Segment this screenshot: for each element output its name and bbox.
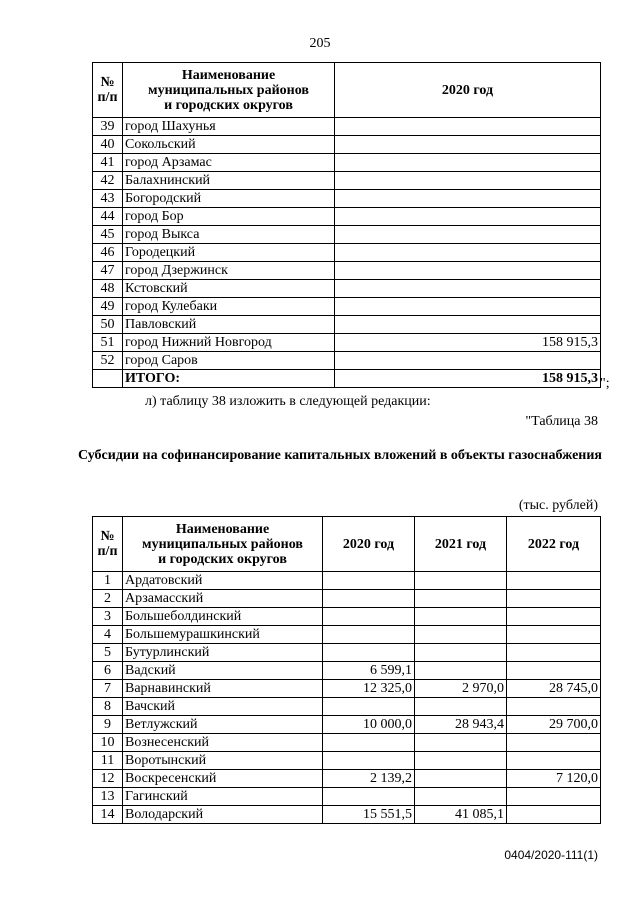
row-number: 14	[93, 806, 123, 824]
value-2020: 6 599,1	[323, 662, 415, 680]
value-2021: 41 085,1	[415, 806, 507, 824]
table-row	[93, 590, 601, 608]
value-2020	[335, 136, 601, 154]
municipality-name: Бутурлинский	[123, 644, 323, 662]
header-municipality: Наименование муниципальных районов и городских округов	[123, 63, 335, 118]
value-2021	[415, 788, 507, 806]
value-2020	[335, 154, 601, 172]
page-number: 205	[309, 36, 331, 51]
row-number: 48	[93, 280, 123, 298]
municipality-name: город Выкса	[123, 226, 335, 244]
units-label: (тыс. рублей)	[518, 498, 598, 513]
header-2021: 2021 год	[415, 517, 507, 572]
value-2020	[335, 316, 601, 334]
table-body	[93, 572, 601, 824]
municipality-name: город Кулебаки	[123, 298, 335, 316]
header-2022: 2022 год	[507, 517, 601, 572]
value-2020	[335, 262, 601, 280]
document-code: 0404/2020-111(1)	[504, 848, 598, 862]
municipality-name: город Бор	[123, 208, 335, 226]
value-2021	[415, 662, 507, 680]
row-number: 9	[93, 716, 123, 734]
value-2022: 28 745,0	[507, 680, 601, 698]
table-body	[93, 118, 601, 388]
value-2020: 158 915,3	[335, 334, 601, 352]
table-row	[93, 572, 601, 590]
value-2021	[415, 608, 507, 626]
header-municipality: Наименование муниципальных районов и городских округов	[123, 517, 323, 572]
table-row	[93, 626, 601, 644]
municipality-name: город Дзержинск	[123, 262, 335, 280]
table-row	[93, 172, 601, 190]
total-value-2020: 158 915,3	[335, 370, 601, 388]
municipality-name: Воротынский	[123, 752, 323, 770]
table-row	[93, 752, 601, 770]
closing-quote: ";	[600, 376, 610, 391]
municipality-name: Балахнинский	[123, 172, 335, 190]
value-2020	[335, 226, 601, 244]
header-2020: 2020 год	[335, 63, 601, 118]
row-number: 12	[93, 770, 123, 788]
table-row	[93, 788, 601, 806]
table-header-row	[93, 517, 601, 572]
table-row	[93, 644, 601, 662]
table-header-row	[93, 63, 601, 118]
value-2020	[323, 644, 415, 662]
row-number: 8	[93, 698, 123, 716]
table-row	[93, 298, 601, 316]
total-label: ИТОГО:	[123, 370, 335, 388]
municipality-name: город Арзамас	[123, 154, 335, 172]
value-2022	[507, 626, 601, 644]
table-prior-continuation	[92, 62, 601, 388]
municipality-name: Сокольский	[123, 136, 335, 154]
value-2021	[415, 752, 507, 770]
municipality-name: Вачский	[123, 698, 323, 716]
value-2020	[335, 208, 601, 226]
municipality-name: Большемурашкинский	[123, 626, 323, 644]
table-row	[93, 226, 601, 244]
table-row	[93, 734, 601, 752]
municipality-name: Воскресенский	[123, 770, 323, 788]
row-number: 6	[93, 662, 123, 680]
municipality-name: город Шахунья	[123, 118, 335, 136]
value-2020	[335, 244, 601, 262]
value-2021: 28 943,4	[415, 716, 507, 734]
value-2020	[335, 280, 601, 298]
row-number: 49	[93, 298, 123, 316]
value-2020	[323, 698, 415, 716]
instruction-text: л) таблицу 38 изложить в следующей редакции:	[145, 394, 431, 409]
municipality-name: Ветлужский	[123, 716, 323, 734]
value-2020	[335, 352, 601, 370]
total-row	[93, 370, 601, 388]
municipality-name: Большеболдинский	[123, 608, 323, 626]
value-2022	[507, 572, 601, 590]
table-row	[93, 770, 601, 788]
row-number: 2	[93, 590, 123, 608]
value-2021	[415, 644, 507, 662]
row-number: 43	[93, 190, 123, 208]
row-number: 3	[93, 608, 123, 626]
value-2021	[415, 698, 507, 716]
value-2020	[323, 572, 415, 590]
table-row	[93, 716, 601, 734]
row-number: 42	[93, 172, 123, 190]
row-number: 41	[93, 154, 123, 172]
table-row	[93, 698, 601, 716]
row-number: 47	[93, 262, 123, 280]
municipality-name: Павловский	[123, 316, 335, 334]
value-2022	[507, 698, 601, 716]
value-2020	[335, 172, 601, 190]
value-2020	[335, 118, 601, 136]
row-number: 4	[93, 626, 123, 644]
table-row	[93, 118, 601, 136]
municipality-name: Городецкий	[123, 244, 335, 262]
value-2022	[507, 806, 601, 824]
value-2022	[507, 662, 601, 680]
value-2022	[507, 752, 601, 770]
header-number: № п/п	[93, 63, 123, 118]
municipality-name: Арзамасский	[123, 590, 323, 608]
value-2020: 12 325,0	[323, 680, 415, 698]
table-row	[93, 280, 601, 298]
table-row	[93, 316, 601, 334]
value-2021	[415, 734, 507, 752]
value-2020: 2 139,2	[323, 770, 415, 788]
value-2020	[323, 734, 415, 752]
value-2022	[507, 608, 601, 626]
header-2020: 2020 год	[323, 517, 415, 572]
municipality-name: Ардатовский	[123, 572, 323, 590]
value-2020	[335, 298, 601, 316]
value-2022: 7 120,0	[507, 770, 601, 788]
table-gas-subsidies	[92, 516, 601, 824]
value-2021	[415, 626, 507, 644]
value-2021	[415, 572, 507, 590]
row-number: 11	[93, 752, 123, 770]
value-2020	[323, 752, 415, 770]
value-2021	[415, 590, 507, 608]
municipality-name: Богородский	[123, 190, 335, 208]
value-2022	[507, 788, 601, 806]
value-2021	[415, 770, 507, 788]
value-2022	[507, 734, 601, 752]
table-label: "Таблица 38	[525, 414, 598, 429]
municipality-name: Володарский	[123, 806, 323, 824]
table-row	[93, 262, 601, 280]
table-row	[93, 662, 601, 680]
row-number: 50	[93, 316, 123, 334]
municipality-name: Варнавинский	[123, 680, 323, 698]
row-number: 44	[93, 208, 123, 226]
row-number: 39	[93, 118, 123, 136]
value-2021: 2 970,0	[415, 680, 507, 698]
value-2020: 15 551,5	[323, 806, 415, 824]
municipality-name: Вадский	[123, 662, 323, 680]
municipality-name: Кстовский	[123, 280, 335, 298]
value-2020	[323, 590, 415, 608]
table-row	[93, 608, 601, 626]
total-blank-cell	[93, 370, 123, 388]
row-number: 1	[93, 572, 123, 590]
table-row	[93, 154, 601, 172]
row-number: 13	[93, 788, 123, 806]
value-2020	[323, 788, 415, 806]
value-2022	[507, 590, 601, 608]
table-row	[93, 352, 601, 370]
row-number: 45	[93, 226, 123, 244]
row-number: 10	[93, 734, 123, 752]
value-2020	[323, 608, 415, 626]
row-number: 46	[93, 244, 123, 262]
table-row	[93, 244, 601, 262]
municipality-name: город Нижний Новгород	[123, 334, 335, 352]
value-2022	[507, 644, 601, 662]
table-row	[93, 190, 601, 208]
row-number: 5	[93, 644, 123, 662]
value-2020	[335, 190, 601, 208]
table-row	[93, 806, 601, 824]
header-number: № п/п	[93, 517, 123, 572]
table-row	[93, 680, 601, 698]
municipality-name: Вознесенский	[123, 734, 323, 752]
table-row	[93, 136, 601, 154]
row-number: 40	[93, 136, 123, 154]
municipality-name: город Саров	[123, 352, 335, 370]
row-number: 7	[93, 680, 123, 698]
section-heading: Субсидии на софинансирование капитальных вложений в объекты газоснабжения	[77, 448, 603, 463]
municipality-name: Гагинский	[123, 788, 323, 806]
value-2022: 29 700,0	[507, 716, 601, 734]
table-row	[93, 208, 601, 226]
row-number: 52	[93, 352, 123, 370]
value-2020: 10 000,0	[323, 716, 415, 734]
row-number: 51	[93, 334, 123, 352]
table-row	[93, 334, 601, 352]
value-2020	[323, 626, 415, 644]
